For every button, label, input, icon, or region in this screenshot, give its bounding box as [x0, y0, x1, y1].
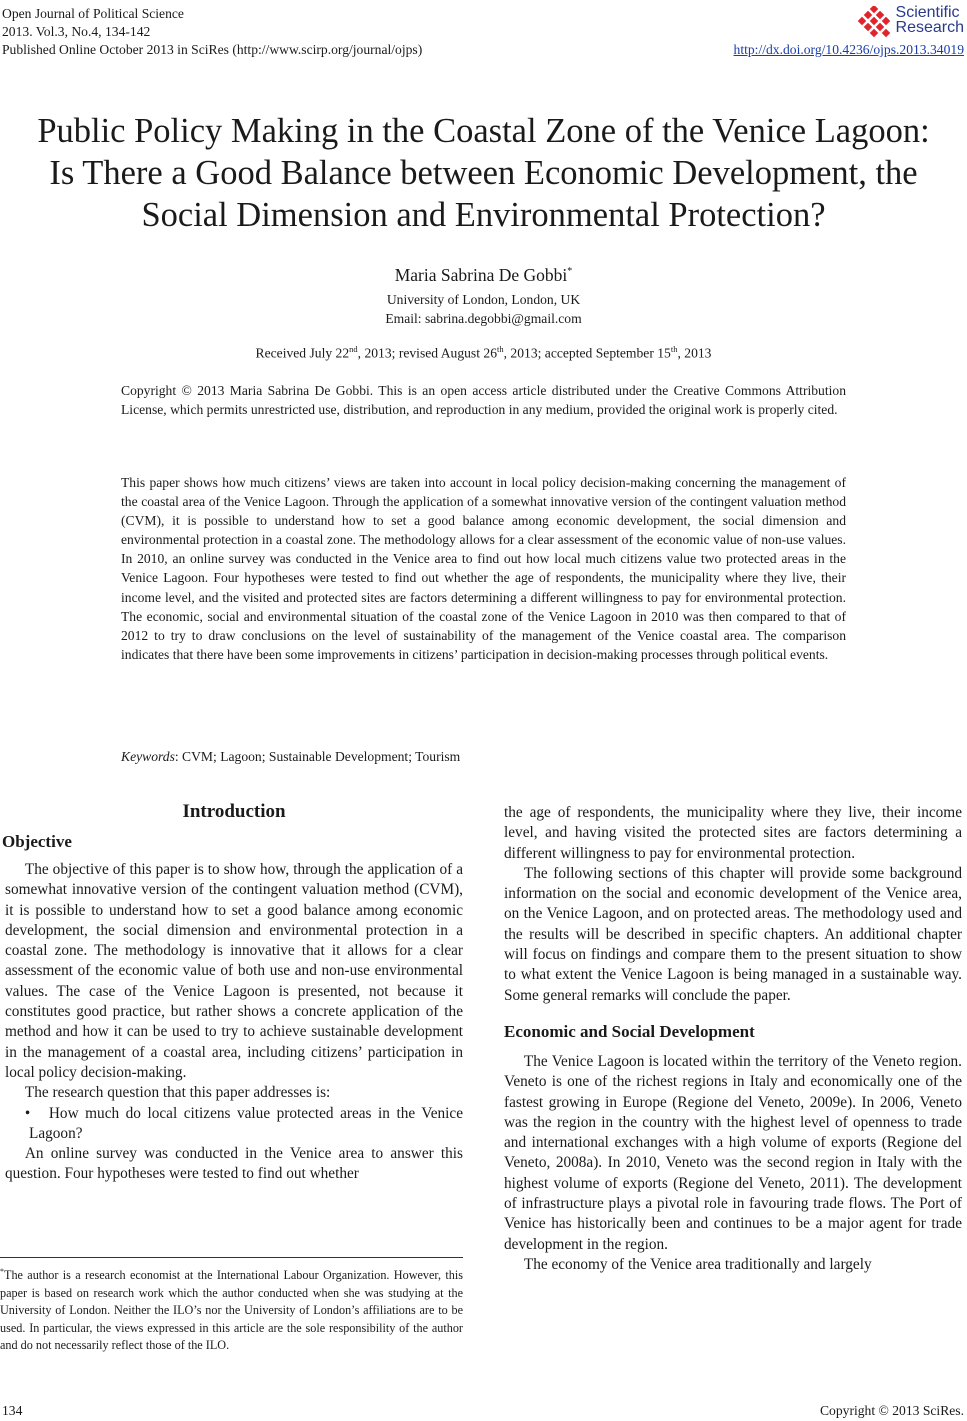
journal-published-line: Published Online October 2013 in SciRes (http://www.scirp.org/journal/ojps) [2, 42, 423, 57]
copyright-notice: Copyright © 2013 Maria Sabrina De Gobbi. This is an open access article distributed under the Creative Commons Attribution License, which permits unrestricted use, distribution, and reproduction in any medium, provided the original work is properly cited. [121, 383, 846, 418]
header-right [634, 5, 964, 59]
logo-diamond [881, 29, 889, 37]
subsection-heading-economic-social: Economic and Social Development [504, 1021, 755, 1041]
author-name: Maria Sabrina De Gobbi* [394, 265, 573, 285]
bullet-item: • How much do local citizens value protected areas in the Venice Lagoon? [5, 1104, 463, 1145]
footnote-divider [0, 1257, 463, 1258]
keywords [121, 747, 846, 766]
logo-diamond [875, 23, 883, 31]
paragraph: The Venice Lagoon is located within the territory of the Veneto region. Veneto is one of the richest regions in Italy and economically one of the fastest growing in Europe (Regione del Veneto, 2009e). In 2006, Veneto was the region in the country with the highest level of openness to trade and international exchanges with a high volume of exports (Regione del Veneto, 2008a). In 2010, Veneto was the second region in Italy with the highest volume of exports (Regione del Veneto, 2011). The development of infrastructure plays a pivotal role in favouring trade flows. The Port of Venice has historically been and continues to be a major agent for trade development in the region. [504, 1052, 962, 1253]
paragraph: The objective of this paper is to show how, through the application of a somewhat innovative version of the contingent valuation method (CVM), it is possible to understand how to set a good balance among economic development, the social dimension and environmental protection in a coastal zone. The methodology is innovative that it allows for a clear assessment of the economic value of both use and non-use environmental values. The case of the Venice Lagoon is presented, not because it constitutes good practice, but rather shows a concrete application of the method and how it can be used to try to achieve sustainable development in the management of a coastal area, including citizens’ participation in local policy decision-making. [5, 861, 463, 1081]
paragraph: An online survey was conducted in the Venice area to answer this question. Four hypotheses were tested to find out whether [5, 1145, 463, 1183]
scientific-research-logo-icon [855, 6, 893, 40]
author-email[interactable]: Email: sabrina.degobbi@gmail.com [385, 311, 582, 326]
paragraph: The following sections of this chapter will provide some background information on the social and economic development of the Venice area, on the Venice Lagoon, and on protected areas. The methodology used and the results will be described in specific chapters. An additional chapter will focus on findings and compare them to the present situation to show to what extent the Venice Lagoon is being managed in a sustainable way. Some general remarks will conclude the paper. [504, 864, 962, 1004]
journal-volume: 2013. Vol.3, No.4, 134-142 [2, 24, 151, 39]
logo-diamond [869, 29, 877, 37]
publisher-logo [855, 5, 964, 40]
logo-text-line2: Research [895, 19, 964, 36]
subsection-heading-objective: Objective [2, 832, 72, 851]
footnote-mark: * [0, 1267, 4, 1276]
journal-name: Open Journal of Political Science [2, 6, 184, 21]
author-affiliation [0, 290, 967, 328]
paragraph: the age of respondents, the municipality where they live, their income level, and having visited the protected sites are factors determining a different willingness to pay for environmental protection. [504, 804, 962, 862]
logo-diamond [869, 6, 877, 13]
logo-diamond [881, 17, 889, 25]
journal-header [2, 5, 422, 59]
logo-text-line1: Scientific [895, 4, 960, 21]
author-footnote-mark: * [567, 266, 573, 278]
keywords-label: Keywords [121, 749, 175, 764]
left-column [2, 798, 463, 1185]
paragraph: The economy of the Venice area traditionally and largely [523, 1255, 872, 1273]
paragraph: The research question that this paper addresses is: [24, 1084, 331, 1102]
paper-title [0, 110, 967, 236]
logo-diamond [857, 17, 865, 25]
title-line-2: Is There a Good Balance between Economic Development, the [49, 154, 918, 192]
right-column [504, 803, 962, 1275]
logo-diamond [869, 17, 877, 25]
bullet-icon: • [24, 1104, 31, 1122]
logo-diamond [863, 23, 871, 31]
logo-diamond [875, 11, 883, 19]
abstract: This paper shows how much citizens’ views are taken into account in local policy decision-making concerning the management of the coastal area of the Venice Lagoon. Through the application of a somewhat innovative version of the contingent valuation method (CVM), it is possible to understand how to set a good balance among economic development, the social dimension and environmental protection in a coastal zone. The methodology allows for a clear assessment of the economic value of non-use values. In 2010, an online survey was conducted in the Venice area to find out how local much citizens value two protected areas in the Venice Lagoon. Four hypotheses were tested to find out whether the age of respondents, the municipality where they live, their income level, and the visited and protected sites are factors determining a different willingness to pay for environmental protection. The economic, social and environmental situation of the coastal zone of the Venice Lagoon in 2010 was then compared to that of 2012 to try to draw conclusions on the level of sustainability of the management of the Venice coastal area. The comparison indicates that there have been some improvements in citizens’ participation in decision-making processes through political events. [121, 475, 846, 662]
page-number: 134 [2, 1403, 23, 1418]
title-line-3: Social Dimension and Environmental Protection? [141, 196, 826, 234]
title-line-1: Public Policy Making in the Coastal Zone of the Venice Lagoon: [37, 112, 930, 150]
logo-diamond [863, 11, 871, 19]
footnote: *The author is a research economist at the International Labour Organization. However, this paper is based on research work which the author conducted when she was studying at the University of London. Neither the ILO’s nor the University of London’s affiliations are to be used. In particular, the views expressed in this article are the sole responsibility of the author and do not necessarily reflect those of the ILO. [0, 1267, 463, 1353]
affiliation: University of London, London, UK [386, 292, 581, 307]
keywords-text: : CVM; Lagoon; Sustainable Development; Tourism [174, 749, 461, 764]
footer-copyright: Copyright © 2013 SciRes. [819, 1403, 964, 1418]
doi-link[interactable]: http://dx.doi.org/10.4236/ojps.2013.34019 [733, 42, 964, 57]
received-dates: Received July 22nd, 2013; revised August 26th, 2013; accepted September 15th, 2013 [255, 344, 712, 361]
section-heading-introduction: Introduction [182, 801, 286, 822]
